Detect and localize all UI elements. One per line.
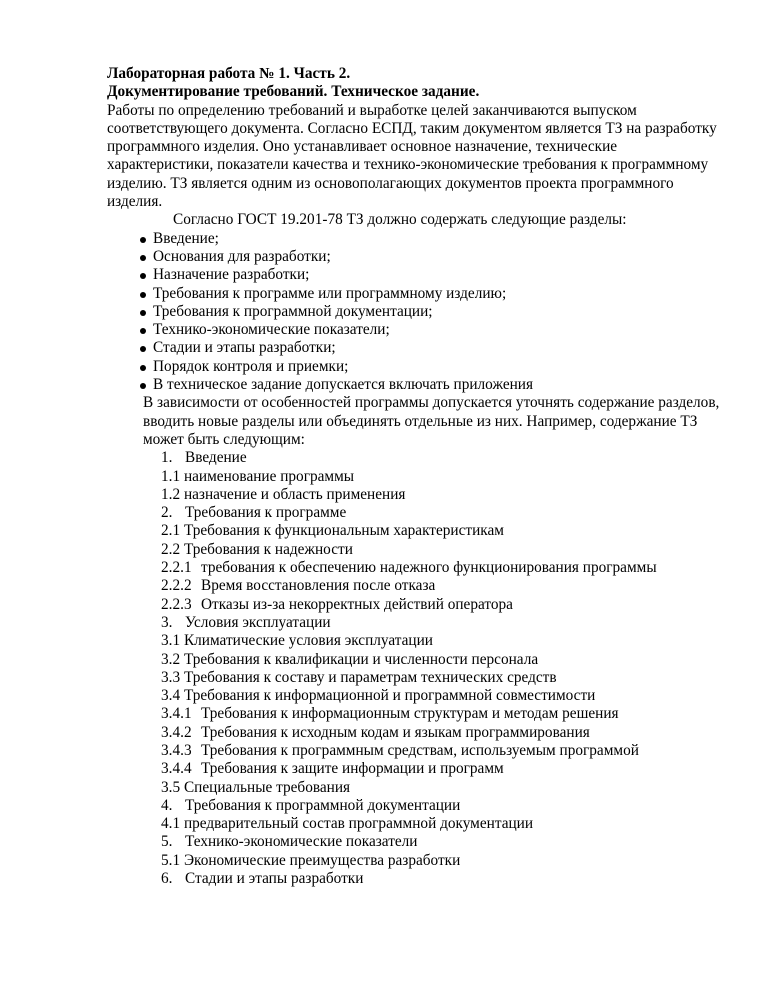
section-list-item-text: Порядок контроля и приемки; — [153, 357, 349, 375]
section-list-item — [107, 339, 727, 357]
toc-item-number: 3. — [161, 613, 173, 631]
toc-item — [107, 760, 727, 778]
toc-item — [107, 577, 727, 595]
section-list-item — [107, 266, 727, 284]
toc-item-number: 3.4.1 — [161, 705, 192, 723]
section-list-item — [107, 285, 727, 303]
toc-item — [107, 596, 727, 614]
toc-item-text: Требования к защите информации и программ — [201, 760, 504, 778]
document-body — [107, 65, 727, 888]
toc-item-text: Требования к программным средствам, используемым программой — [201, 741, 639, 759]
bullet-icon — [140, 346, 146, 352]
toc-item — [107, 486, 727, 504]
toc-item-text: предварительный состав программной документации — [183, 815, 534, 833]
bullet-icon — [140, 237, 146, 243]
toc-item — [107, 504, 727, 522]
toc-item — [107, 815, 727, 833]
bullet-icon — [140, 292, 146, 298]
toc-item-text: Специальные требования — [183, 778, 351, 796]
section-list-item — [107, 376, 727, 394]
toc-item-text: Требования к исходным кодам и языкам программирования — [201, 723, 590, 741]
bullet-icon — [140, 255, 146, 261]
toc-item-text: Требования к надежности — [183, 540, 353, 558]
toc-item-text: Требования к функциональным характеристикам — [183, 522, 504, 540]
section-list-item — [107, 321, 727, 339]
toc-item-text: Технико-экономические показатели — [185, 833, 418, 851]
section-list-item-text: Стадии и этапы разработки; — [153, 339, 336, 357]
tz-contents-list — [107, 449, 727, 888]
section-list-item — [107, 358, 727, 376]
bullet-icon — [140, 365, 146, 371]
toc-item — [107, 833, 727, 851]
toc-item — [107, 632, 727, 650]
document-title-line-2: Документирование требований. Техническое задание. — [107, 83, 480, 101]
toc-item-text: Условия эксплуатации — [185, 613, 331, 631]
toc-item-number: 2. — [161, 504, 173, 522]
section-list-item-text: Введение; — [153, 229, 219, 247]
toc-item — [107, 742, 727, 760]
toc-item-text: Введение — [185, 449, 247, 467]
section-list-item-text: Назначение разработки; — [153, 266, 310, 284]
toc-item-number: 5.1 — [161, 851, 181, 869]
toc-item-text: Время восстановления после отказа — [201, 577, 436, 595]
section-list-item — [107, 248, 727, 266]
toc-item-number: 1.1 — [161, 467, 181, 485]
bullet-icon — [140, 310, 146, 316]
toc-item-number: 3.4 — [161, 687, 181, 705]
toc-item — [107, 724, 727, 742]
toc-item-number: 2.1 — [161, 522, 181, 540]
toc-item-number: 3.4.4 — [161, 760, 192, 778]
section-list-item-text: В техническое задание допускается включать приложения — [153, 376, 534, 394]
toc-item-number: 3.2 — [161, 650, 181, 668]
toc-item-text: Требования к составу и параметрам технических средств — [183, 668, 557, 686]
section-list-item-text: Требования к программе или программному изделию; — [153, 284, 507, 302]
bullet-icon — [140, 383, 146, 389]
toc-item-text: Требования к квалификации и численности персонала — [183, 650, 539, 668]
toc-item-number: 3.3 — [161, 668, 181, 686]
toc-item-number: 3.1 — [161, 632, 181, 650]
toc-item-number: 2.2.3 — [161, 595, 192, 613]
toc-item-text: наименование программы — [183, 467, 355, 485]
intro-paragraph: Работы по определению требований и выработке целей заканчиваются выпуском соответствующего документа. Согласно ЕСПД, таким документом является ТЗ на разработку программного изделия. Оно устанавливает основное назначение, технические характеристики, показатели качества и технико-экономические требования к программному изделию. ТЗ является одним из основополагающих документов проекта программного изделия. — [107, 101, 717, 211]
toc-item — [107, 687, 727, 705]
toc-item — [107, 779, 727, 797]
document-title-line-1: Лабораторная работа № 1. Часть 2. — [107, 65, 351, 82]
section-list-item-text: Технико-экономические показатели; — [153, 321, 390, 339]
toc-item — [107, 614, 727, 632]
toc-item-number: 2.2.1 — [161, 559, 192, 577]
toc-item — [107, 797, 727, 815]
toc-item-text: Требования к программной документации — [185, 796, 461, 814]
toc-item — [107, 852, 727, 870]
gost-statement: Согласно ГОСТ 19.201-78 ТЗ должно содержать следующие разделы: — [173, 211, 627, 229]
toc-item-number: 3.4.3 — [161, 741, 192, 759]
toc-item-text: Требования к информационной и программной совместимости — [183, 687, 596, 705]
toc-item-number: 3.5 — [161, 778, 181, 796]
toc-item — [107, 468, 727, 486]
toc-item — [107, 559, 727, 577]
toc-item-number: 2.2.2 — [161, 577, 192, 595]
toc-item — [107, 449, 727, 467]
toc-item — [107, 651, 727, 669]
toc-item-text: Экономические преимущества разработки — [183, 851, 461, 869]
toc-item-number: 6. — [161, 870, 173, 888]
toc-item — [107, 522, 727, 540]
toc-item-number: 5. — [161, 833, 173, 851]
toc-item-text: назначение и область применения — [183, 485, 406, 503]
toc-item-text: Требования к программе — [185, 504, 347, 522]
required-sections-list — [107, 230, 727, 395]
toc-item — [107, 705, 727, 723]
toc-item-text: Требования к информационным структурам и методам решения — [201, 705, 619, 723]
content-paragraph: В зависимости от особенностей программы допускается уточнять содержание разделов, вводить новые разделы или объединять отдельные из них. Например, содержание ТЗ может быть следующим: — [143, 394, 720, 448]
toc-item — [107, 870, 727, 888]
section-list-item-text: Основания для разработки; — [153, 247, 331, 265]
toc-item — [107, 669, 727, 687]
section-list-item — [107, 303, 727, 321]
toc-item-text: Климатические условия эксплуатации — [183, 632, 433, 650]
toc-item-number: 1.2 — [161, 485, 181, 503]
toc-item-number: 3.4.2 — [161, 723, 192, 741]
toc-item — [107, 541, 727, 559]
toc-item-number: 2.2 — [161, 540, 181, 558]
bullet-icon — [140, 273, 146, 279]
toc-item-text: требования к обеспечению надежного функционирования программы — [201, 559, 657, 577]
toc-item-number: 4. — [161, 796, 173, 814]
section-list-item-text: Требования к программной документации; — [153, 302, 433, 320]
toc-item-text: Отказы из-за некорректных действий оператора — [201, 595, 513, 613]
bullet-icon — [140, 328, 146, 334]
toc-item-number: 1. — [161, 449, 173, 467]
section-list-item — [107, 230, 727, 248]
toc-item-text: Стадии и этапы разработки — [185, 870, 364, 888]
toc-item-number: 4.1 — [161, 815, 181, 833]
